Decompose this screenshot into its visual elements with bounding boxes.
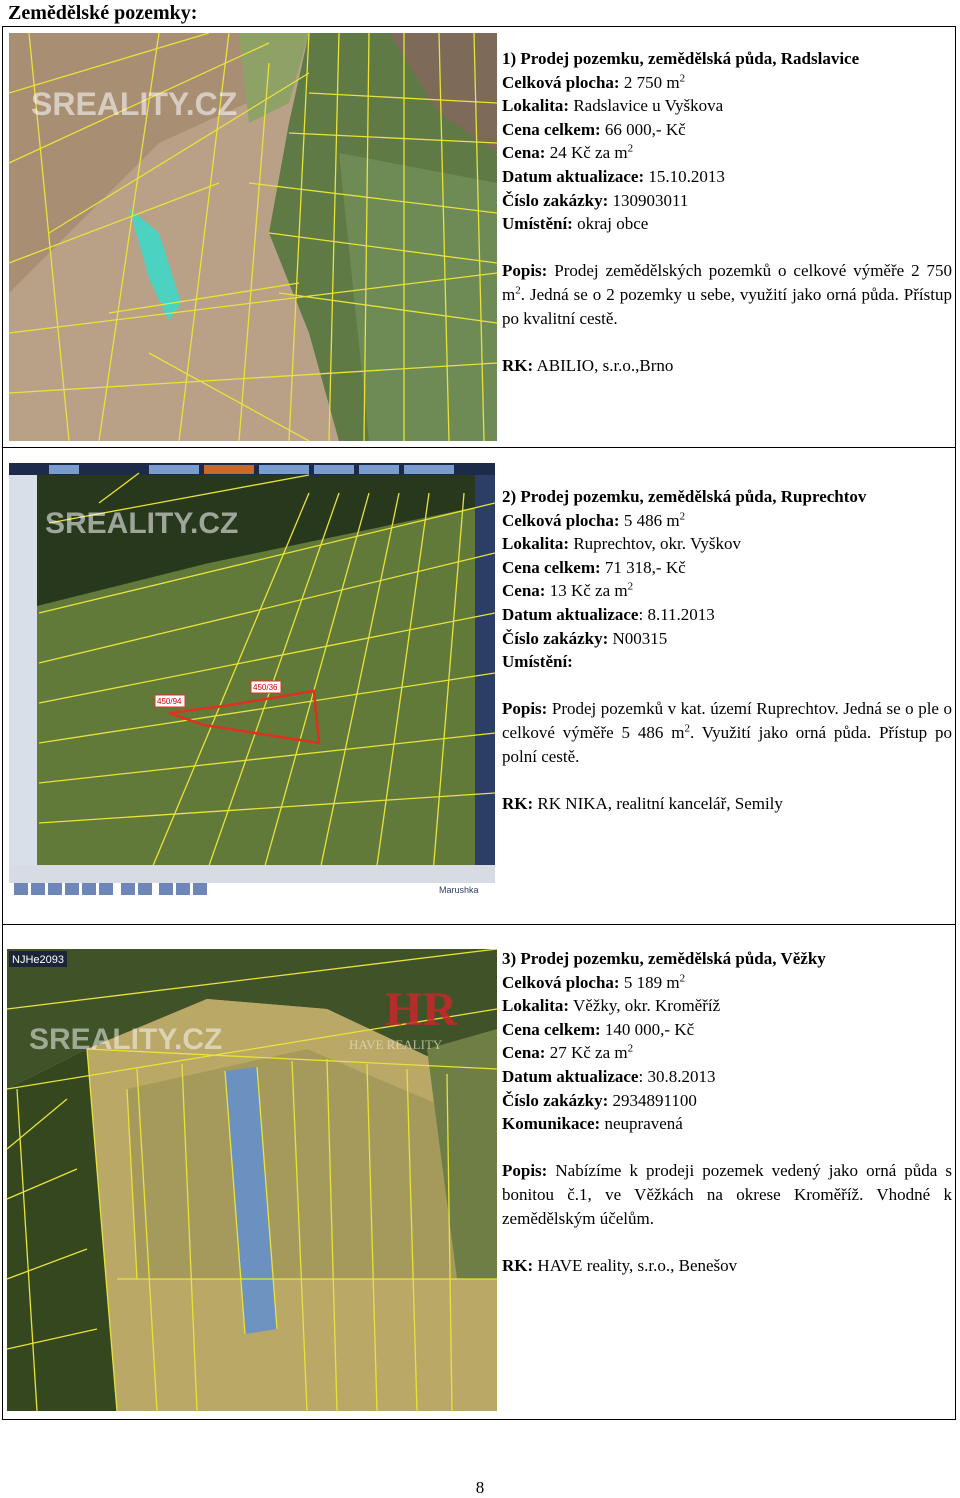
agency-row: RK: ABILIO, s.r.o.,Brno xyxy=(502,355,674,375)
listing-1-details xyxy=(502,47,952,377)
order-number-row: Číslo zakázky: 2934891100 xyxy=(502,1090,697,1110)
area-row: Celková plocha: 5 189 $m^2$ xyxy=(502,971,686,992)
map-parcel-label: 450/36 xyxy=(253,683,278,692)
total-price-row: Cena celkem: 71 318,- Kč xyxy=(502,557,686,577)
page-number: 8 xyxy=(475,1478,485,1497)
watermark-text: SREALITY.CZ xyxy=(31,86,238,122)
total-price-row: Cena celkem: 140 000,- Kč xyxy=(502,1019,695,1039)
agency-row: RK: HAVE reality, s.r.o., Benešov xyxy=(502,1255,738,1275)
listing-3-map xyxy=(7,949,497,1411)
map-brand: Marushka xyxy=(439,885,479,895)
agency-row: RK: RK NIKA, realitní kancelář, Semily xyxy=(502,793,783,813)
order-number-row: Číslo zakázky: N00315 xyxy=(502,628,668,648)
updated-row: Datum aktualizace: 30.8.2013 xyxy=(502,1066,716,1086)
listing-2-map xyxy=(9,463,495,923)
watermark-text: SREALITY.CZ xyxy=(45,507,239,540)
watermark-text: SREALITY.CZ xyxy=(29,1023,223,1056)
order-number-row: Číslo zakázky: 130903011 xyxy=(502,190,689,210)
area-row: Celková plocha: 5 486 $m^2$ xyxy=(502,509,686,530)
unit-price-row: Cena: 13 Kč za $m^2$ xyxy=(502,580,634,601)
listing-title: 2) Prodej pozemku, zemědělská půda, Ruprechtov xyxy=(502,487,867,506)
locality-row: Lokalita: Ruprechtov, okr. Vyškov xyxy=(502,534,741,554)
row-divider xyxy=(3,447,955,448)
location-row: Umístění: okraj obce xyxy=(502,214,649,234)
location-row: Umístění: xyxy=(502,652,573,672)
listing-1-map xyxy=(9,33,497,441)
total-price-row: Cena celkem: 66 000,- Kč xyxy=(502,119,686,139)
map-parcel-label: 450/94 xyxy=(157,697,182,706)
description: Popis: Nabízíme k prodeji pozemek vedený jako orná půda s bonitou č.1, ve Věžkách na okrese Kroměříž. Vhodné k zemědělským účelům. xyxy=(502,1161,953,1228)
listing-3-details xyxy=(502,947,952,1277)
updated-row: Datum aktualizace: 8.11.2013 xyxy=(502,604,715,624)
unit-price-row: Cena: 24 Kč za $m^2$ xyxy=(502,142,634,163)
access-road-row: Komunikace: neupravená xyxy=(502,1114,683,1134)
listing-title: 1) Prodej pozemku, zemědělská půda, Radslavice xyxy=(502,49,860,68)
map-code: NJHe2093 xyxy=(12,954,64,966)
listings-table xyxy=(2,26,956,1420)
unit-price-row: Cena: 27 Kč za $m^2$ xyxy=(502,1042,634,1063)
page-heading: Zemědělské pozemky: xyxy=(8,2,198,24)
area-row: Celková plocha: 2 750 $m^2$ xyxy=(502,71,686,92)
locality-row: Lokalita: Radslavice u Vyškova xyxy=(502,96,724,116)
row-divider xyxy=(3,924,955,925)
listing-2-details xyxy=(502,485,952,815)
description: Popis: Prodej zemědělských pozemků o celkové výměře 2 750 $m^2$. Jedná se o 2 pozemky u sebe, využití jako orná půda. Přístup po kvalitní cestě. xyxy=(502,261,952,328)
updated-row: Datum aktualizace: 15.10.2013 xyxy=(502,166,725,186)
have-reality-logo-text: HAVE REALITY xyxy=(349,1037,443,1052)
description: Popis: Prodej pozemků v kat. území Ruprechtov. Jedná se o ple o celkové výměře 5 486 $m^2$. Využití jako orná půda. Přístup po polní cestě. xyxy=(502,699,952,766)
have-reality-logo: HR xyxy=(385,983,457,1036)
listing-title: 3) Prodej pozemku, zemědělská půda, Věžky xyxy=(502,949,826,968)
locality-row: Lokalita: Věžky, okr. Kroměříž xyxy=(502,996,721,1016)
